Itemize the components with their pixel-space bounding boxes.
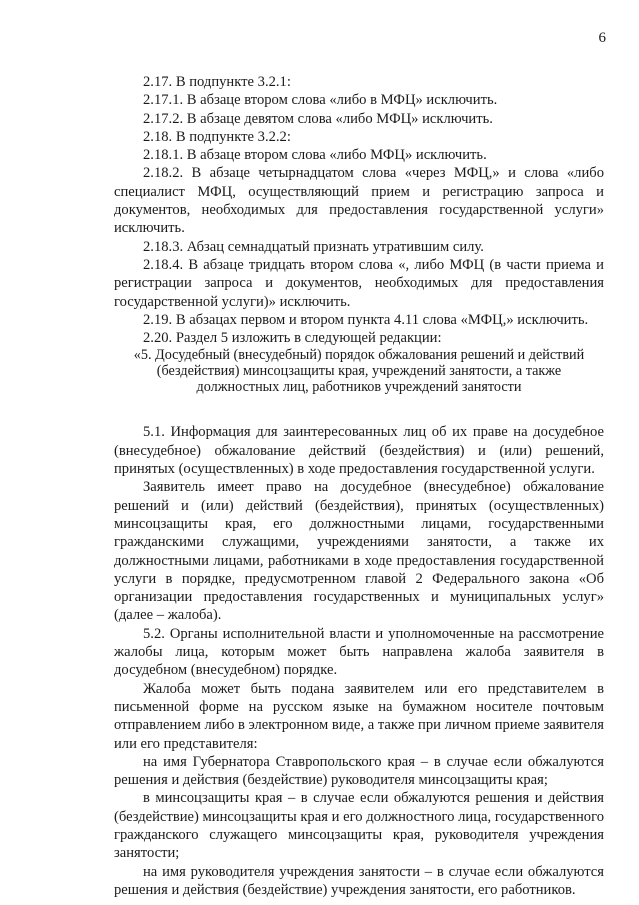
paragraph: 2.19. В абзацах первом и втором пункта 4.11 слова «МФЦ,» исключить. [143,311,589,328]
paragraph: 2.17.1. В абзаце втором слова «либо в МФЦ» исключить. [143,92,498,109]
paragraph: на имя Губернатора Ставропольского края – в случае если обжалуются решения и действия (бездействие) руководителя минсоцзащиты края; [114,753,604,789]
paragraph: 2.18. В подпункте 3.2.2: [143,128,291,145]
paragraph: Жалоба может быть подана заявителем или его представителем в письменной форме на русском языке на бумажном носителе почтовым отправлением либо в электронном виде, а также при личном приеме заявителя или его представителя: [114,680,604,752]
paragraph: 2.18.4. В абзаце тридцать втором слова «, либо МФЦ (в части приема и регистрации запроса и документов, необходимых для предоставления государственной услуги)» исключить. [114,256,604,310]
paragraph: 2.18.1. В абзаце втором слова «либо МФЦ» исключить. [143,147,487,164]
section-heading: «5. Досудебный (внесудебный) порядок обжалования решений и действий (бездействия) минсоцзащиты края, учреждений занятости, а также должностных лиц, работников учреждений занятости [133,347,585,396]
paragraph: 2.18.3. Абзац семнадцатый признать утратившим силу. [143,238,484,255]
document-body [114,73,604,899]
paragraph: 2.17.2. В абзаце девятом слова «либо МФЦ» исключить. [143,110,493,127]
paragraph: на имя руководителя учреждения занятости – в случае если обжалуются решения и действия (бездействие) учреждения занятости, его работников. [114,863,604,898]
paragraph: 2.17. В подпункте 3.2.1: [143,74,291,90]
paragraph: 5.2. Органы исполнительной власти и уполномоченные на рассмотрение жалобы лица, которым может быть направлена жалоба заявителя в досудебном (внесудебном) порядке. [114,625,604,679]
paragraph: 2.20. Раздел 5 изложить в следующей редакции: [143,330,442,347]
page-number: 6 [598,30,606,46]
paragraph: Заявитель имеет право на досудебное (внесудебное) обжалование решений и (или) действий (бездействия), принятых (осуществленных) минсоцзащиты края, его должностными лицами, государственными гражданскими служащими, учреждениями занятости, а также их должностными лицами, работниками в ходе предоставления государственной услуги в порядке, предусмотренном главой 2 Федерального закона «Об организации предоставления государственных и муниципальных услуг» (далее – жалоба). [114,479,604,624]
spacer [114,395,604,423]
paragraph: 5.1. Информация для заинтересованных лиц об их праве на досудебное (внесудебное) обжалование действий (бездействия) и (или) решений, принятых (осуществленных) в ходе предоставления государственной услуги. [114,424,604,478]
paragraph: в минсоцзащиты края – в случае если обжалуются решения и действия (бездействие) минсоцзащиты края и его должностного лица, государственного гражданского служащего минсоцзащиты края, руководителя учреждения занятости; [114,790,604,862]
paragraph: 2.18.2. В абзаце четырнадцатом слова «через МФЦ,» и слова «либо специалист МФЦ, осуществляющий прием и регистрацию запроса и документов, необходимых для предоставления государственной услуги» исключить. [114,165,604,237]
